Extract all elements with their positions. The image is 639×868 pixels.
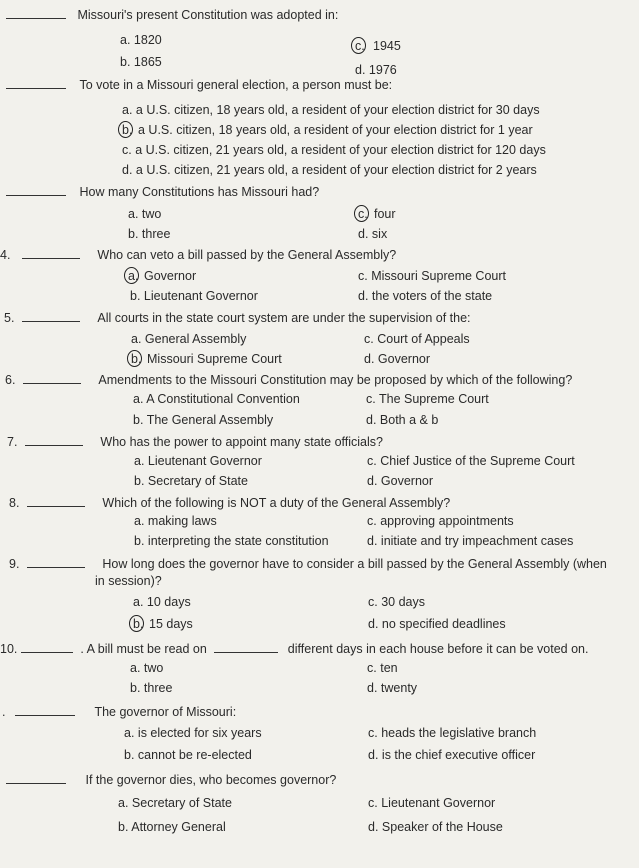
option-c: c. The Supreme Court bbox=[366, 392, 489, 406]
question-text: To vote in a Missouri general election, a person must be: bbox=[79, 78, 393, 92]
option-a: a. General Assembly bbox=[131, 332, 247, 346]
option-b: b. three bbox=[128, 227, 171, 241]
answer-blank[interactable] bbox=[6, 185, 66, 196]
option-b: b. a U.S. citizen, 18 years old, a resident of your election district for 1 year bbox=[122, 123, 533, 137]
option-d: d. 1976 bbox=[355, 63, 397, 77]
question-text: Which of the following is NOT a duty of the General Assembly? bbox=[102, 496, 451, 510]
option-c: c. 30 days bbox=[368, 595, 425, 609]
question-number: 7. bbox=[7, 435, 18, 449]
answer-blank[interactable] bbox=[6, 773, 66, 784]
answer-blank[interactable] bbox=[25, 435, 83, 446]
question-number: . bbox=[2, 705, 6, 719]
option-d: d. twenty bbox=[367, 681, 418, 695]
option-c: c. a U.S. citizen, 21 years old, a resident of your election district for 120 days bbox=[122, 143, 546, 157]
option-d: d. is the chief executive officer bbox=[368, 748, 536, 762]
answer-blank[interactable] bbox=[22, 248, 80, 259]
option-c: c. Court of Appeals bbox=[364, 332, 470, 346]
fill-in-blank[interactable] bbox=[214, 642, 278, 653]
option-a: a. is elected for six years bbox=[124, 726, 262, 740]
question-text-after: different days in each house before it can be voted on. bbox=[287, 642, 589, 656]
option-a: a. two bbox=[130, 661, 164, 675]
option-b: b. interpreting the state constitution bbox=[134, 534, 329, 548]
option-b: b. Lieutenant Governor bbox=[130, 289, 258, 303]
circled-answer-mark: a. bbox=[128, 269, 139, 283]
option-b: b. Missouri Supreme Court bbox=[131, 352, 282, 366]
option-a: a. A Constitutional Convention bbox=[133, 392, 300, 406]
option-a: a. Lieutenant Governor bbox=[134, 454, 262, 468]
option-d: d. Governor bbox=[364, 352, 431, 366]
option-b: b. Attorney General bbox=[118, 820, 226, 834]
answer-blank[interactable] bbox=[23, 373, 81, 384]
answer-blank[interactable] bbox=[6, 78, 66, 89]
option-a: a. 10 days bbox=[133, 595, 191, 609]
question-text: Who can veto a bill passed by the General Assembly? bbox=[97, 248, 397, 262]
circled-answer-mark: c. bbox=[358, 207, 368, 221]
question-number: 5. bbox=[4, 311, 15, 325]
option-a: a. 1820 bbox=[120, 33, 162, 47]
question-text: Missouri's present Constitution was adopted in: bbox=[77, 8, 339, 22]
option-d: d. no specified deadlines bbox=[368, 617, 506, 631]
answer-blank[interactable] bbox=[6, 8, 66, 19]
question-number: 4. bbox=[0, 248, 11, 262]
option-b: b. Secretary of State bbox=[134, 474, 248, 488]
question-number: 10. bbox=[0, 642, 18, 656]
question-text: Who has the power to appoint many state officials? bbox=[100, 435, 383, 449]
circled-answer-mark: b. bbox=[131, 352, 142, 366]
question-text: The governor of Missouri: bbox=[94, 705, 237, 719]
option-a: a. Governor bbox=[128, 269, 197, 283]
question-text-cont: in session)? bbox=[95, 574, 162, 588]
option-a: a. making laws bbox=[134, 514, 217, 528]
option-a: a. a U.S. citizen, 18 years old, a resident of your election district for 30 days bbox=[122, 103, 540, 117]
question-text: If the governor dies, who becomes governor? bbox=[85, 773, 337, 787]
option-c: c. Lieutenant Governor bbox=[368, 796, 496, 810]
question-text: How long does the governor have to consider a bill passed by the General Assembly (when bbox=[102, 557, 607, 571]
answer-blank[interactable] bbox=[21, 642, 73, 653]
question-number: 9. bbox=[9, 557, 20, 571]
option-d: d. a U.S. citizen, 21 years old, a resident of your election district for 2 years bbox=[122, 163, 537, 177]
answer-blank[interactable] bbox=[27, 496, 85, 507]
question-number: 6. bbox=[5, 373, 16, 387]
option-d: d. six bbox=[358, 227, 388, 241]
option-c: c. four bbox=[358, 207, 396, 221]
option-d: d. Speaker of the House bbox=[368, 820, 503, 834]
question-text: All courts in the state court system are under the supervision of the: bbox=[97, 311, 471, 325]
option-d: d. Both a & b bbox=[366, 413, 439, 427]
question-number: 8. bbox=[9, 496, 20, 510]
option-c: c. 1945 bbox=[355, 39, 401, 53]
option-c: c. Chief Justice of the Supreme Court bbox=[367, 454, 575, 468]
option-c: c. ten bbox=[367, 661, 398, 675]
question-text: . A bill must be read on bbox=[80, 642, 207, 656]
option-b: b. The General Assembly bbox=[133, 413, 274, 427]
option-d: d. initiate and try impeachment cases bbox=[367, 534, 574, 548]
option-b: b. three bbox=[130, 681, 173, 695]
answer-blank[interactable] bbox=[22, 311, 80, 322]
option-c: c. approving appointments bbox=[367, 514, 514, 528]
option-c: c. Missouri Supreme Court bbox=[358, 269, 506, 283]
option-c: c. heads the legislative branch bbox=[368, 726, 537, 740]
option-b: b. 15 days bbox=[133, 617, 193, 631]
circled-answer-mark: c. bbox=[355, 39, 365, 53]
option-b: b. cannot be re-elected bbox=[124, 748, 252, 762]
question-text: Amendments to the Missouri Constitution may be proposed by which of the following? bbox=[98, 373, 573, 387]
circled-answer-mark: b. bbox=[122, 123, 133, 137]
option-d: d. Governor bbox=[367, 474, 434, 488]
question-text: How many Constitutions has Missouri had? bbox=[79, 185, 320, 199]
option-a: a. two bbox=[128, 207, 162, 221]
circled-answer-mark: b. bbox=[133, 617, 144, 631]
option-a: a. Secretary of State bbox=[118, 796, 232, 810]
answer-blank[interactable] bbox=[27, 557, 85, 568]
option-d: d. the voters of the state bbox=[358, 289, 493, 303]
option-b: b. 1865 bbox=[120, 55, 162, 69]
answer-blank[interactable] bbox=[15, 705, 75, 716]
